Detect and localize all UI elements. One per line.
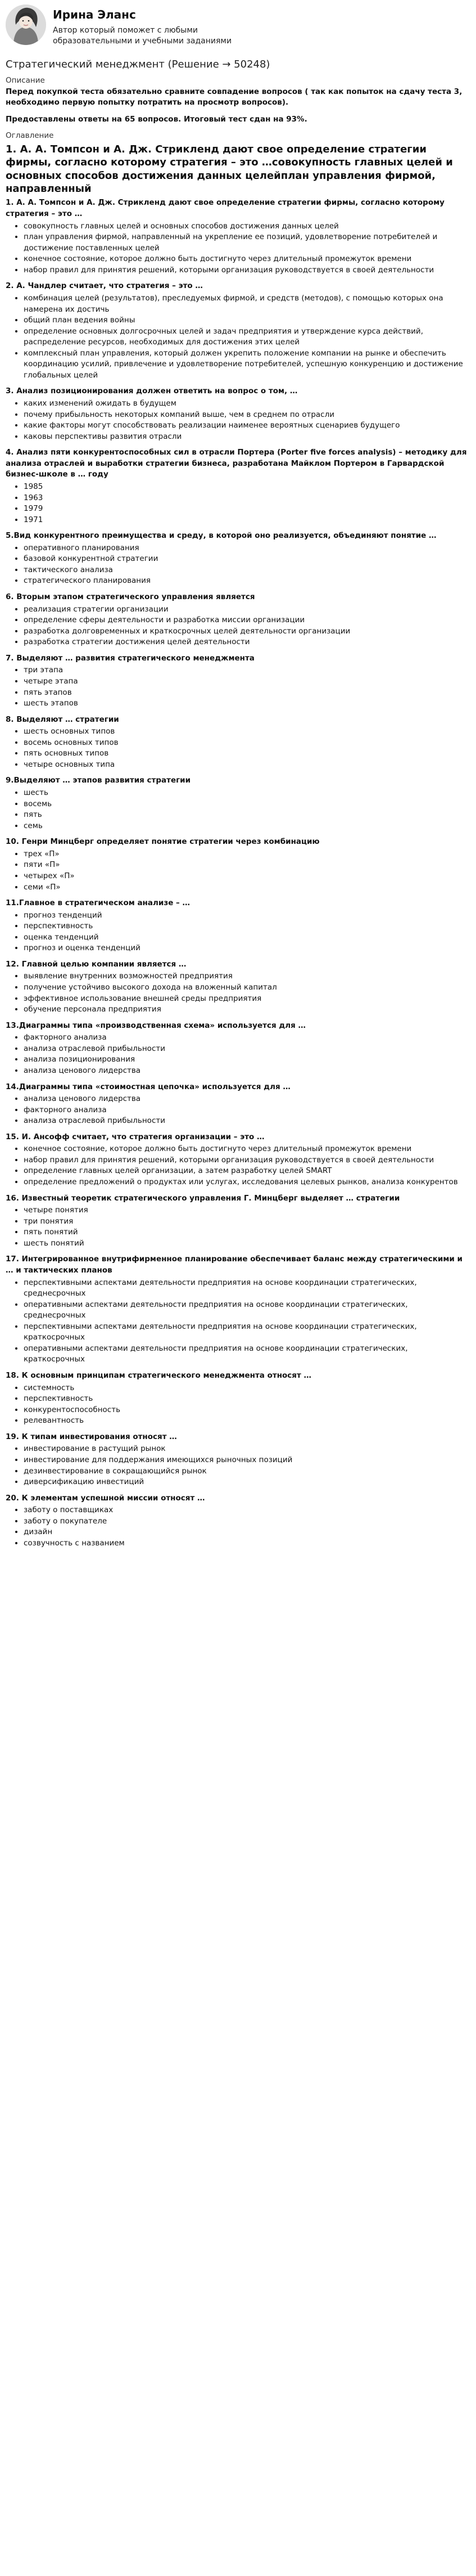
answer-option: • анализа ценового лидерства <box>24 1094 470 1105</box>
question-title: 13.Диаграммы типа «производственная схема» используется для … <box>6 1020 306 1030</box>
answer-options <box>6 1205 470 1249</box>
answer-option: • пять этапов <box>24 687 470 699</box>
question-block <box>6 898 470 954</box>
answer-option: • почему прибыльность некоторых компаний выше, чем в среднем по отрасли <box>24 410 470 421</box>
question-title: 9.Выделяют … этапов развития стратегии <box>6 776 191 785</box>
question-list <box>6 197 470 1549</box>
author-name[interactable]: Ирина Эланс <box>53 8 136 21</box>
answer-option: • разработка долговременных и краткосрочных целей деятельности организации <box>24 626 470 637</box>
answer-option: • выявление внутренних возможностей предприятия <box>24 971 470 982</box>
answer-options <box>6 604 470 648</box>
answer-options <box>6 910 470 954</box>
answer-option: • шесть <box>24 788 470 799</box>
question-block <box>6 281 470 381</box>
toc-heading: 1. А. А. Томпсон и А. Дж. Стрикленд дают свое определение стратегии фирмы, согласно которому стратегия – это …совокупность главных целей и основных способов достижения данных целейплан управления фирмой, направленный <box>6 143 453 195</box>
answer-options <box>6 1505 470 1549</box>
question-block <box>6 653 470 709</box>
question-title: 17. Интегрированное внутрифирменное планирование обеспечивает баланс между стратегическими и … и тактических планов <box>6 1255 463 1275</box>
answer-option: • оценка тенденций <box>24 932 470 943</box>
answer-option: • комбинация целей (результатов), преследуемых фирмой, и средств (методов), с помощью которых она намерена их достичь <box>24 293 470 315</box>
answer-options <box>6 543 470 587</box>
answer-option: • стратегического планирования <box>24 576 470 587</box>
answer-option: • эффективное использование внешней среды предприятия <box>24 993 470 1005</box>
answer-option: • созвучность с названием <box>24 1538 470 1549</box>
answer-option: • перспективность <box>24 921 470 932</box>
question-block <box>6 1132 470 1188</box>
question-block <box>6 959 470 1015</box>
answer-options <box>6 726 470 770</box>
answer-options <box>6 1144 470 1188</box>
question-title: 20. К элементам успешной миссии относят … <box>6 1493 205 1503</box>
answer-option: • оперативного планирования <box>24 543 470 554</box>
answer-option: • прогноз тенденций <box>24 910 470 921</box>
question-block <box>6 1082 470 1127</box>
author-description: Автор который поможет с любыми образовательными и учебными заданиями <box>53 26 232 46</box>
answer-option: • инвестирование в растущий рынок <box>24 1444 470 1455</box>
answer-option: • конкурентоспособность <box>24 1405 470 1416</box>
question-title: 12. Главной целью компании является … <box>6 959 187 969</box>
answer-option: • дизайн <box>24 1527 470 1538</box>
answer-options <box>6 1094 470 1127</box>
question-title: 7. Выделяют … развития стратегического менеджмента <box>6 653 255 663</box>
answer-option: • 1985 <box>24 482 470 493</box>
question-block <box>6 1020 470 1077</box>
answer-option: • шесть этапов <box>24 698 470 709</box>
answer-option: • определение главных целей организации, а затем разработку целей SMART <box>24 1166 470 1177</box>
answer-option: • пять основных типов <box>24 748 470 759</box>
answer-option: • перспективными аспектами деятельности предприятия на основе координации стратегических, среднесрочных <box>24 1278 470 1300</box>
answer-option: • три понятия <box>24 1216 470 1228</box>
answer-option: • заботу о поставщиках <box>24 1505 470 1516</box>
question-block <box>6 775 470 831</box>
answer-option: • какие факторы могут способствовать реализации наименее вероятных сценариев будущего <box>24 420 470 431</box>
answer-options <box>6 971 470 1015</box>
answer-option: • обучение персонала предприятия <box>24 1004 470 1015</box>
answer-option: • комплексный план управления, который должен укрепить положение компании на рынке и обеспечить координацию усилий, привлечение и удовлетворение потребителей, успешную конкуренцию и достижение глобальных целей <box>24 348 470 381</box>
answer-option: • анализа ценового лидерства <box>24 1066 470 1077</box>
question-block <box>6 714 470 771</box>
answer-option: • диверсификацию инвестиций <box>24 1477 470 1488</box>
answer-option: • семь <box>24 821 470 832</box>
question-block <box>6 447 470 525</box>
answer-option: • инвестирование для поддержания имеющихся рыночных позиций <box>24 1455 470 1466</box>
answer-option: • прогноз и оценка тенденций <box>24 943 470 954</box>
answer-option: • 1971 <box>24 515 470 526</box>
answer-option: • три этапа <box>24 665 470 676</box>
description-block <box>6 87 470 125</box>
answer-option: • набор правил для принятия решений, которыми организация руководствуется в своей деятельности <box>24 1155 470 1166</box>
answer-options <box>6 221 470 276</box>
author-card <box>6 5 470 52</box>
question-title: 15. И. Ансофф считает, что стратегия организации – это … <box>6 1132 265 1141</box>
question-title: 3. Анализ позиционирования должен ответить на вопрос о том, … <box>6 386 298 396</box>
answer-option: • релевантность <box>24 1415 470 1427</box>
answer-options <box>6 1278 470 1366</box>
answer-option: • четыре основных типа <box>24 759 470 771</box>
answer-option: • факторного анализа <box>24 1105 470 1116</box>
question-title: 18. К основным принципам стратегического менеджмента относят … <box>6 1371 312 1381</box>
answer-options <box>6 482 470 525</box>
answer-options <box>6 1444 470 1487</box>
question-block <box>6 837 470 893</box>
answer-option: • заботу о покупателе <box>24 1516 470 1527</box>
answer-options <box>6 665 470 709</box>
question-title: 16. Известный теоретик стратегического управления Г. Минцберг выделяет … стратегии <box>6 1193 400 1203</box>
answer-options <box>6 849 470 893</box>
answer-option: • 1963 <box>24 493 470 504</box>
question-block <box>6 197 470 276</box>
answer-option: • каковы перспективы развития отрасли <box>24 431 470 443</box>
question-title: 11.Главное в стратегическом анализе – … <box>6 898 190 908</box>
question-block <box>6 1193 470 1249</box>
answer-option: • восемь основных типов <box>24 738 470 749</box>
answer-option: • перспективность <box>24 1393 470 1405</box>
answer-option: • четыре этапа <box>24 676 470 687</box>
answer-option: • пять <box>24 810 470 821</box>
question-title: 8. Выделяют … стратегии <box>6 714 119 724</box>
question-block <box>6 1432 470 1488</box>
question-block <box>6 1254 470 1365</box>
answer-option: • четырех «П» <box>24 871 470 882</box>
question-title: 1. А. А. Томпсон и А. Дж. Стрикленд дают свое определение стратегии фирмы, согласно которому стратегия – это … <box>6 198 445 219</box>
toc-label: Оглавление <box>6 131 54 141</box>
answer-option: • четыре понятия <box>24 1205 470 1216</box>
question-block <box>6 592 470 648</box>
question-title: 10. Генри Минцберг определяет понятие стратегии через комбинацию <box>6 837 320 847</box>
answer-option: • анализа позиционирования <box>24 1054 470 1066</box>
answer-option: • совокупность главных целей и основных способов достижения данных целей <box>24 221 470 232</box>
answer-option: • восемь <box>24 799 470 810</box>
answer-option: • системность <box>24 1383 470 1394</box>
answer-option: • общий план ведения войны <box>24 315 470 326</box>
answer-option: • шесть понятий <box>24 1238 470 1249</box>
answer-option: • получение устойчиво высокого дохода на вложенный капитал <box>24 982 470 993</box>
document-title: Стратегический менеджмент (Решение → 50248) <box>6 59 270 70</box>
question-title: 2. А. Чандлер считает, что стратегия – это … <box>6 281 203 291</box>
question-block <box>6 1370 470 1427</box>
question-title: 14.Диаграммы типа «стоимостная цепочка» используется для … <box>6 1082 291 1091</box>
answer-option: • тактического анализа <box>24 565 470 576</box>
question-title: 5.Вид конкурентного преимущества и среду, в которой оно реализуется, объединяют понятие … <box>6 531 437 541</box>
answer-option: • шесть основных типов <box>24 726 470 738</box>
answer-options <box>6 398 470 442</box>
answer-option: • семи «П» <box>24 882 470 893</box>
answer-option: • набор правил для принятия решений, которыми организация руководствуется в своей деятельности <box>24 265 470 276</box>
answer-option: • дезинвестирование в сокращающийся рынок <box>24 1466 470 1477</box>
question-title: 19. К типам инвестирования относят … <box>6 1432 177 1441</box>
answer-option: • трех «П» <box>24 849 470 860</box>
answer-option: • определение предложений о продуктах или услугах, исследования целевых рынков, анализа конкурентов <box>24 1177 470 1188</box>
answer-option: • факторного анализа <box>24 1032 470 1044</box>
answer-options <box>6 293 470 381</box>
answer-options <box>6 1032 470 1076</box>
answer-option: • анализа отраслевой прибыльности <box>24 1116 470 1127</box>
answer-option: • определение сферы деятельности и разработка миссии организации <box>24 615 470 626</box>
answer-option: • 1979 <box>24 503 470 515</box>
answer-option: • оперативными аспектами деятельности предприятия на основе координации стратегических, среднесрочных <box>24 1300 470 1321</box>
answer-option: • оперативными аспектами деятельности предприятия на основе координации стратегических, краткосрочных <box>24 1343 470 1365</box>
answer-option: • конечное состояние, которое должно быть достигнуто через длительный промежуток времени <box>24 254 470 265</box>
description-label: Описание <box>6 76 45 86</box>
answer-option: • перспективными аспектами деятельности предприятия на основе координации стратегических, краткосрочных <box>24 1321 470 1343</box>
description-paragraph: Предоставлены ответы на 65 вопросов. Итоговый тест сдан на 93%. <box>6 114 307 124</box>
answer-options <box>6 1383 470 1427</box>
answer-option: • каких изменений ожидать в будущем <box>24 398 470 410</box>
answer-option: • пяти «П» <box>24 860 470 871</box>
answer-option: • анализа отраслевой прибыльности <box>24 1044 470 1055</box>
answer-options <box>6 788 470 831</box>
answer-option: • конечное состояние, которое должно быть достигнуто через длительный промежуток времени <box>24 1144 470 1155</box>
answer-option: • план управления фирмой, направленный на укрепление ее позиций, удовлетворение потребителей и достижение поставленных целей <box>24 232 470 254</box>
question-block <box>6 386 470 442</box>
avatar-portrait-icon <box>6 5 46 45</box>
author-info <box>53 5 244 47</box>
answer-option: • разработка стратегии достижения целей деятельности <box>24 637 470 648</box>
answer-option: • реализация стратегии организации <box>24 604 470 615</box>
question-title: 4. Анализ пяти конкурентоспособных сил в отрасли Портера (Porter five forces analysis) – методику для анализа отраслей и выработки стратегии бизнеса, разработана Майклом Портером в Гарвардской бизнес-школе в … году <box>6 448 467 479</box>
description-paragraph: Перед покупкой теста обязательно сравните совпадение вопросов ( так как попыток на сдачу теста 3, необходимо первую попытку потратить на просмотр вопросов). <box>6 87 463 107</box>
question-block <box>6 531 470 587</box>
question-title: 6. Вторым этапом стратегического управления является <box>6 592 255 602</box>
question-block <box>6 1493 470 1549</box>
author-avatar[interactable] <box>6 5 46 45</box>
answer-option: • определение основных долгосрочных целей и задач предприятия и утверждение курса действий, распределение ресурсов, необходимых для достижения этих целей <box>24 326 470 348</box>
answer-option: • базовой конкурентной стратегии <box>24 554 470 565</box>
answer-option: • пять понятий <box>24 1227 470 1238</box>
